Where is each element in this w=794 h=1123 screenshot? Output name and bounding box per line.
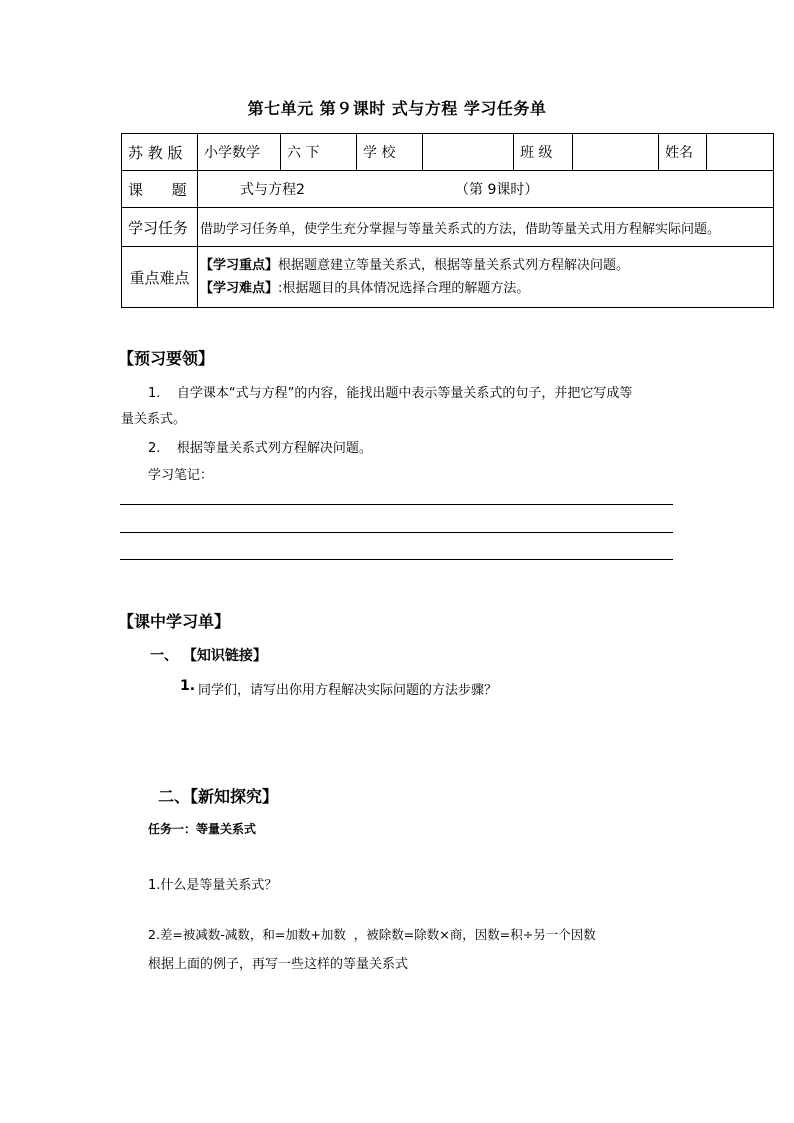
- topic-cell: [198, 171, 774, 208]
- key-point-text: 根据题意建立等量关系式，根据等量关系式列方程解决问题。: [278, 258, 630, 273]
- notes-label: 学习笔记：: [148, 468, 214, 483]
- publisher-cell: 苏 教 版: [122, 134, 198, 171]
- preview-item1-line1: 1. 自学课本“式与方程”的内容，能找出题中表示等量关系式的句子，并把它写成等: [148, 386, 633, 401]
- table-row-key: [122, 247, 774, 308]
- preview-heading: 【预习要领】: [118, 349, 215, 368]
- preview-item2: 2. 根据等量关系式列方程解决问题。: [148, 441, 372, 456]
- difficulty-tag: 【学习难点】: [200, 281, 279, 296]
- question-2-line1: 2.差=被减数-减数，和=加数+加数 ，被除数=除数×商，因数=积÷另一个因数: [148, 927, 596, 942]
- notes-line-3[interactable]: [120, 559, 673, 560]
- part2-heading: 二、【新知探究】: [158, 787, 279, 806]
- school-value[interactable]: [423, 134, 514, 171]
- table-row-task: [122, 208, 774, 247]
- question-2-line2: 根据上面的例子，再写一些这样的等量关系式: [148, 957, 409, 972]
- key-label: 重点难点: [122, 247, 198, 308]
- task1-heading: 任务一：等量关系式: [148, 822, 257, 836]
- classwork-heading: 【课中学习单】: [118, 612, 231, 631]
- subject-cell: 小学数学: [198, 134, 281, 171]
- notes-line-2[interactable]: [120, 532, 673, 533]
- school-label: 学 校: [357, 134, 423, 171]
- page-title: 第七单元 第９课时 式与方程 学习任务单: [247, 99, 547, 118]
- name-value[interactable]: [707, 134, 774, 171]
- class-value[interactable]: [573, 134, 659, 171]
- grade-cell: 六 下: [281, 134, 357, 171]
- table-row-topic: [122, 171, 774, 208]
- topic-value: 式与方程2: [240, 182, 305, 198]
- part1-number: 1.: [180, 678, 196, 694]
- key-point-tag: 【学习重点】: [200, 258, 279, 273]
- lesson-info-table: [121, 133, 774, 308]
- difficulty-text: :根据题目的具体情况选择合理的解题方法。: [278, 281, 530, 296]
- topic-label: 课 题: [122, 171, 198, 208]
- key-point-line: [200, 254, 767, 277]
- task-label: 学习任务: [122, 208, 198, 247]
- task-text: 借助学习任务单，使学生充分掌握与等量关系式的方法，借助等量关式用方程解实际问题。: [198, 208, 774, 247]
- part1-heading: 一、 【知识链接】: [150, 648, 267, 664]
- notes-line-1[interactable]: [120, 504, 673, 505]
- part1-question: 同学们，请写出你用方程解决实际问题的方法步骤？: [198, 683, 498, 698]
- question-1: 1.什么是等量关系式？: [148, 878, 278, 893]
- class-label: 班 级: [514, 134, 573, 171]
- lesson-number: （第 9课时）: [455, 182, 539, 198]
- name-label: 姓名: [659, 134, 707, 171]
- table-row-header: [122, 134, 774, 171]
- key-cell: [198, 247, 774, 308]
- difficulty-line: [200, 277, 767, 300]
- preview-item1-line2: 量关系式。: [121, 412, 187, 427]
